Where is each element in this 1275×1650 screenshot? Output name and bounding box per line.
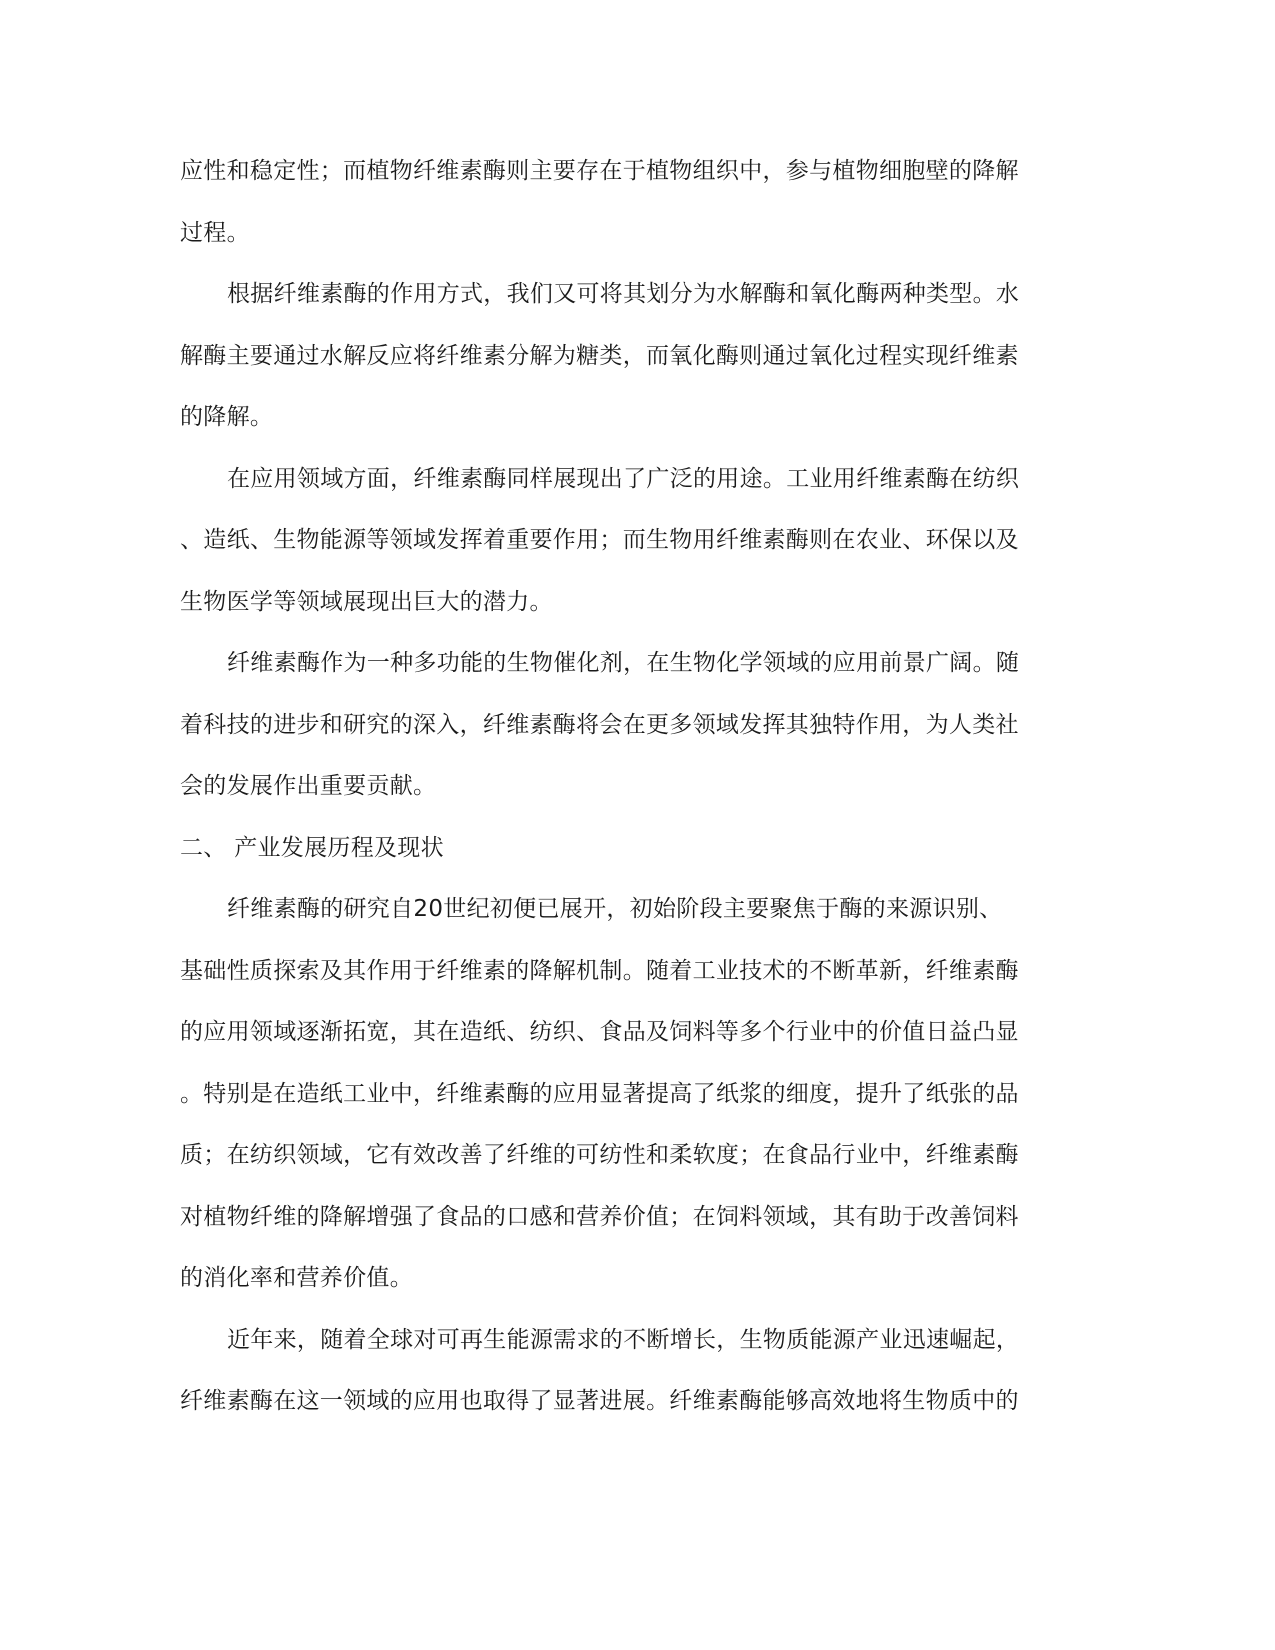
text-line: 的降解。 [180,404,274,430]
text-line: 生物医学等领域展现出巨大的潜力。 [180,588,553,615]
section-heading: 二、 产业发展历程及现状 [180,834,444,861]
paragraph-start-line: 根据纤维素酶的作用方式，我们又可将其划分为水解酶和氧化酶两种类型。水 [227,281,1020,307]
text-line: 对植物纤维的降解增强了食品的口感和营养价值；在饲料领域，其有助于改善饲料 [180,1203,1019,1230]
paragraph-start-line: 近年来，随着全球对可再生能源需求的不断增长，生物质能源产业迅速崛起， [227,1326,1020,1353]
text-line: 、造纸、生物能源等领域发挥着重要作用；而生物用纤维素酶则在农业、环保以及 [180,527,1019,553]
text-line: 解酶主要通过水解反应将纤维素分解为糖类，而氧化酶则通过氧化过程实现纤维素 [180,342,1019,369]
text-line: 纤维素酶在这一领域的应用也取得了显著进展。纤维素酶能够高效地将生物质中的 [180,1388,1019,1414]
text-line: 应性和稳定性；而植物纤维素酶则主要存在于植物组织中，参与植物细胞壁的降解 [180,158,1019,184]
text-line: 的应用领域逐渐拓宽，其在造纸、纺织、食品及饲料等多个行业中的价值日益凸显 [180,1019,1019,1045]
text-line: 的消化率和营养价值。 [180,1265,413,1291]
paragraph-start-line: 纤维素酶作为一种多功能的生物催化剂，在生物化学领域的应用前景广阔。随 [227,650,1020,676]
text-line: 基础性质探索及其作用于纤维素的降解机制。随着工业技术的不断革新，纤维素酶 [180,957,1019,984]
text-line: 着科技的进步和研究的深入，纤维素酶将会在更多领域发挥其独特作用，为人类社 [180,711,1019,738]
document-page [180,141,1040,1433]
text-line: 会的发展作出重要贡献。 [180,773,437,799]
text-line: 质；在纺织领域，它有效改善了纤维的可纺性和柔软度；在食品行业中，纤维素酶 [180,1142,1019,1168]
paragraph-start-line: 纤维素酶的研究自20世纪初便已展开，初始阶段主要聚焦于酶的来源识别、 [227,896,1003,922]
paragraph-start-line: 在应用领域方面，纤维素酶同样展现出了广泛的用途。工业用纤维素酶在纺织 [227,465,1020,492]
text-line: 。特别是在造纸工业中，纤维素酶的应用显著提高了纸浆的细度，提升了纸张的品 [180,1080,1019,1107]
text-line: 过程。 [180,219,250,246]
